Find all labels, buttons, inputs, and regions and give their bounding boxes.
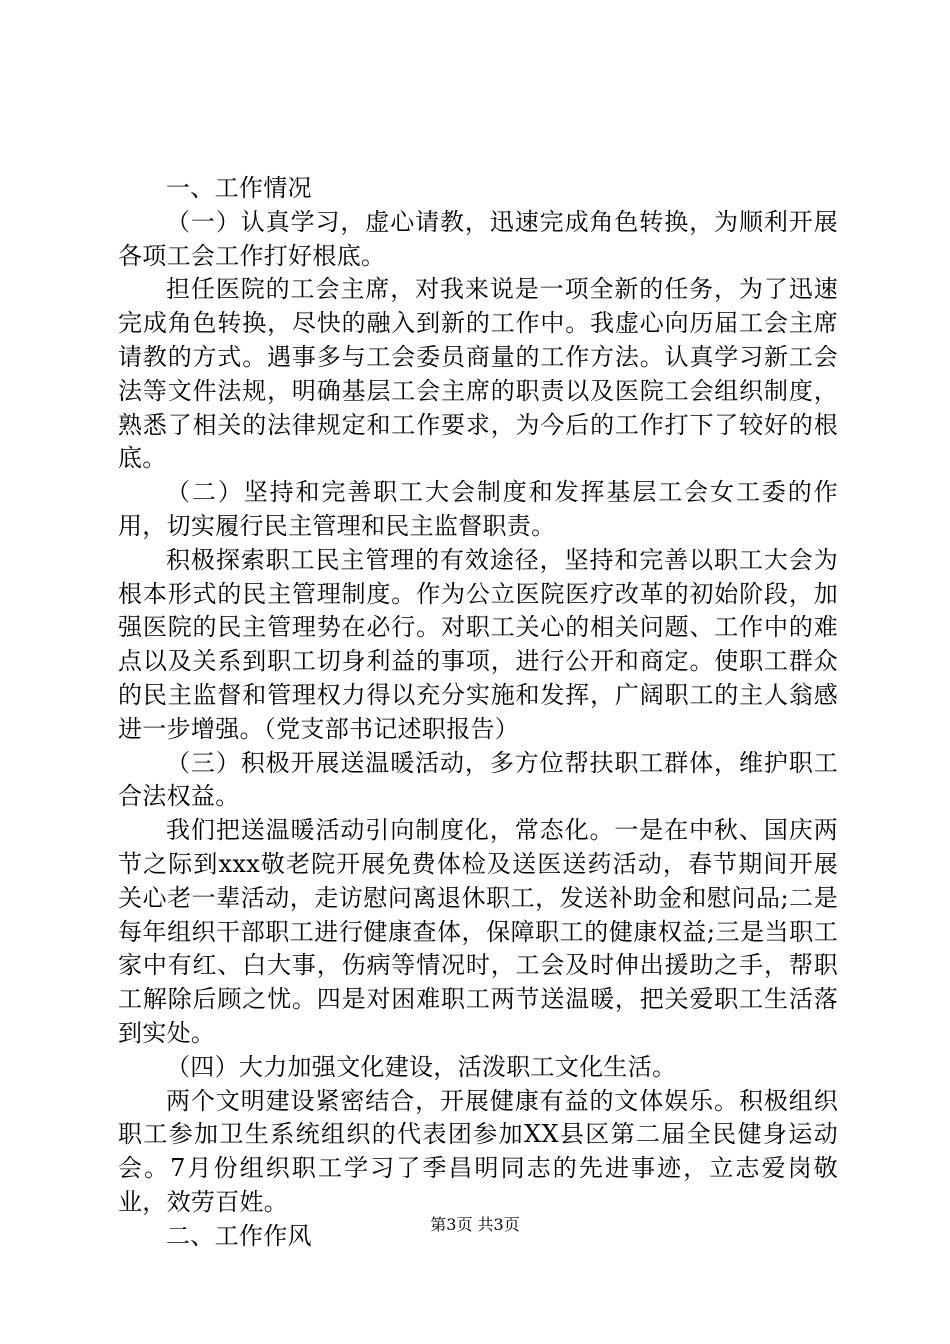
paragraph-culture: 两个文明建设紧密结合，开展健康有益的文体娱乐。积极组织职工参加卫生系统组织的代表团参加XX县区第二届全民健身运动会。7月份组织职工学习了季昌明同志的先进事迹，立志爱岗敬业，效劳百姓。: [118, 1086, 838, 1216]
subheading-study: （一）认真学习，虚心请教，迅速完成角色转换，为顺利开展各项工会工作打好根底。: [118, 207, 838, 270]
paragraph-democratic-management: 积极探索职工民主管理的有效途径，坚持和完善以职工大会为根本形式的民主管理制度。作为公立医院医疗改革的初始阶段，加强医院的民主管理势在必行。对职工关心的相关问题、工作中的难点以及关系到职工切身利益的事项，进行公开和商定。使职工群众的民主监督和管理权力得以充分实施和发挥，广阔职工的主人翁感进一步增强。（党支部书记述职报告）: [118, 545, 838, 743]
paragraph-study: 担任医院的工会主席，对我来说是一项全新的任务，为了迅速完成角色转换，尽快的融入到新的工作中。我虚心向历届工会主席请教的方式。遇事多与工会委员商量的工作方法。认真学习新工会法等文件法规，明确基层工会主席的职责以及医院工会组织制度，熟悉了相关的法律规定和工作要求，为今后的工作打下了较好的根底。: [118, 275, 838, 473]
subheading-warmth-activities: （三）积极开展送温暖活动，多方位帮扶职工群体，维护职工合法权益。: [118, 748, 838, 811]
subheading-democratic-management: （二）坚持和完善职工大会制度和发挥基层工会女工委的作用，切实履行民主管理和民主监督职责。: [118, 478, 838, 540]
section-heading-work-situation: 一、工作情况: [166, 174, 312, 202]
subheading-culture: （四）大力加强文化建设，活泼职工文化生活。: [166, 1052, 677, 1081]
page-footer: 第3页 共3页: [430, 1215, 520, 1234]
document-body: [118, 172, 838, 1254]
section-heading-work-style: 二、工作作风: [166, 1221, 312, 1250]
paragraph-warmth-activities: 我们把送温暖活动引向制度化，常态化。一是在中秋、国庆两节之际到xxx敬老院开展免费体检及送医送药活动，春节期间开展关心老一辈活动，走访慰问离退休职工，发送补助金和慰问品;二是每年组织干部职工进行健康查体，保障职工的健康权益;三是当职工家中有红、白大事，伤病等情况时，工会及时伸出援助之手，帮职工解除后顾之忧。四是对困难职工两节送温暖，把关爱职工生活落到实处。: [118, 816, 838, 1047]
